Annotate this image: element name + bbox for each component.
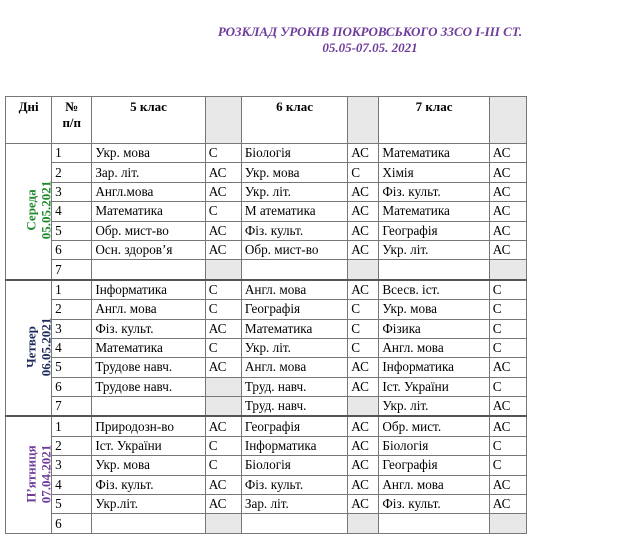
day-label — [23, 181, 53, 240]
lesson-number: 1 — [52, 280, 92, 300]
subject-class-5: Фіз. культ. — [92, 319, 205, 338]
subject-class-5: Обр. мист-во — [92, 221, 205, 240]
subject-class-6: Труд. навч. — [241, 397, 347, 417]
header-class-5: 5 клас — [92, 97, 205, 144]
schedule-row — [6, 280, 527, 300]
header-class-7: 7 клас — [379, 97, 489, 144]
subject-class-7: Хімія — [379, 163, 489, 182]
mode-class-6: АС — [348, 456, 379, 475]
lesson-number: 6 — [52, 240, 92, 259]
mode-class-7: С — [489, 300, 526, 319]
mode-class-7: С — [489, 456, 526, 475]
schedule-row — [6, 163, 527, 182]
schedule-row — [6, 436, 527, 455]
mode-class-6: С — [348, 300, 379, 319]
mode-class-7: АС — [489, 240, 526, 259]
lesson-number: 3 — [52, 319, 92, 338]
header-mode-7 — [489, 97, 526, 144]
schedule-row — [6, 260, 527, 280]
header-number-line2: п/п — [62, 115, 82, 130]
schedule-row — [6, 319, 527, 338]
schedule-row — [6, 456, 527, 475]
subject-class-5: Математика — [92, 338, 205, 357]
schedule-row — [6, 144, 527, 163]
subject-class-5 — [92, 514, 205, 533]
lesson-number: 4 — [52, 202, 92, 221]
mode-class-7: АС — [489, 163, 526, 182]
lesson-number: 5 — [52, 495, 92, 514]
subject-class-6: Обр. мист-во — [241, 240, 347, 259]
subject-class-5: Інформатика — [92, 280, 205, 300]
mode-class-7: АС — [489, 495, 526, 514]
subject-class-6: Труд. навч. — [241, 377, 347, 396]
lesson-number: 2 — [52, 163, 92, 182]
subject-class-7: Англ. мова — [379, 338, 489, 357]
subject-class-6: Географія — [241, 300, 347, 319]
schedule-row — [6, 182, 527, 201]
schedule-row — [6, 240, 527, 259]
day-name: П’ятниця — [23, 445, 39, 503]
mode-class-5 — [205, 397, 241, 417]
page-subtitle-dates: 05.05-07.05. 2021 — [322, 40, 418, 55]
schedule-row — [6, 338, 527, 357]
mode-class-6: АС — [348, 280, 379, 300]
schedule-row — [6, 377, 527, 396]
mode-class-7: АС — [489, 358, 526, 377]
mode-class-6: С — [348, 338, 379, 357]
mode-class-6: АС — [348, 358, 379, 377]
subject-class-7: Всесв. іст. — [379, 280, 489, 300]
mode-class-5: АС — [205, 358, 241, 377]
mode-class-7: АС — [489, 182, 526, 201]
subject-class-6: Біологія — [241, 144, 347, 163]
mode-class-6 — [348, 397, 379, 417]
mode-class-6 — [348, 514, 379, 533]
header-number — [52, 97, 92, 144]
subject-class-5: Фіз. культ. — [92, 475, 205, 494]
subject-class-5: Природозн-во — [92, 416, 205, 436]
day-label — [23, 445, 53, 504]
lesson-number: 6 — [52, 514, 92, 533]
lesson-number: 5 — [52, 358, 92, 377]
day-cell — [6, 280, 52, 417]
subject-class-5: Англ.мова — [92, 182, 205, 201]
subject-class-6: Англ. мова — [241, 358, 347, 377]
subject-class-5: Трудове навч. — [92, 377, 205, 396]
subject-class-7: Математика — [379, 202, 489, 221]
schedule-row — [6, 397, 527, 417]
subject-class-6 — [241, 514, 347, 533]
subject-class-5: Укр. мова — [92, 144, 205, 163]
mode-class-6: АС — [348, 416, 379, 436]
subject-class-5: Укр.літ. — [92, 495, 205, 514]
subject-class-7: Обр. мист. — [379, 416, 489, 436]
mode-class-7: АС — [489, 416, 526, 436]
mode-class-5: АС — [205, 163, 241, 182]
mode-class-7: АС — [489, 397, 526, 417]
subject-class-7: Англ. мова — [379, 475, 489, 494]
mode-class-5: АС — [205, 319, 241, 338]
mode-class-7: АС — [489, 475, 526, 494]
schedule-body — [6, 144, 527, 534]
lesson-number: 1 — [52, 416, 92, 436]
mode-class-6: АС — [348, 240, 379, 259]
subject-class-6: Фіз. культ. — [241, 475, 347, 494]
subject-class-5: Укр. мова — [92, 456, 205, 475]
subject-class-6: Біологія — [241, 456, 347, 475]
subject-class-6: Укр. мова — [241, 163, 347, 182]
lesson-number: 4 — [52, 475, 92, 494]
mode-class-6: С — [348, 319, 379, 338]
subject-class-6: М атематика — [241, 202, 347, 221]
mode-class-6: АС — [348, 377, 379, 396]
mode-class-7: С — [489, 436, 526, 455]
mode-class-5 — [205, 260, 241, 280]
mode-class-6: АС — [348, 182, 379, 201]
mode-class-5: С — [205, 300, 241, 319]
subject-class-7: Укр. літ. — [379, 397, 489, 417]
mode-class-7 — [489, 514, 526, 533]
mode-class-5: АС — [205, 240, 241, 259]
subject-class-6: Інформатика — [241, 436, 347, 455]
header-mode-6 — [348, 97, 379, 144]
mode-class-6 — [348, 260, 379, 280]
day-cell — [6, 144, 52, 280]
mode-class-6: С — [348, 163, 379, 182]
mode-class-6: АС — [348, 221, 379, 240]
schedule-row — [6, 514, 527, 533]
subject-class-7: Фіз. культ. — [379, 182, 489, 201]
day-name: Четвер — [23, 326, 39, 368]
mode-class-7 — [489, 260, 526, 280]
mode-class-5: С — [205, 456, 241, 475]
schedule-row — [6, 202, 527, 221]
subject-class-7: Укр. літ. — [379, 240, 489, 259]
subject-class-7: Фізика — [379, 319, 489, 338]
mode-class-5: С — [205, 280, 241, 300]
mode-class-5 — [205, 377, 241, 396]
schedule-row — [6, 416, 527, 436]
header-number-line1: № — [65, 99, 79, 114]
subject-class-5: Осн. здоров’я — [92, 240, 205, 259]
subject-class-6 — [241, 260, 347, 280]
schedule-row — [6, 358, 527, 377]
mode-class-5 — [205, 514, 241, 533]
lesson-number: 4 — [52, 338, 92, 357]
day-cell — [6, 416, 52, 533]
subject-class-7: Інформатика — [379, 358, 489, 377]
mode-class-6: АС — [348, 495, 379, 514]
day-date: 05.05.2021 — [38, 181, 54, 240]
mode-class-7: АС — [489, 144, 526, 163]
mode-class-7: С — [489, 377, 526, 396]
subject-class-7: Географія — [379, 456, 489, 475]
mode-class-5: С — [205, 202, 241, 221]
subject-class-5: Англ. мова — [92, 300, 205, 319]
lesson-number: 2 — [52, 300, 92, 319]
mode-class-5: АС — [205, 475, 241, 494]
schedule-row — [6, 475, 527, 494]
mode-class-5: С — [205, 144, 241, 163]
lesson-number: 1 — [52, 144, 92, 163]
subject-class-7: Укр. мова — [379, 300, 489, 319]
subject-class-6: Математика — [241, 319, 347, 338]
subject-class-5 — [92, 397, 205, 417]
header-row — [6, 97, 527, 144]
subject-class-6: Зар. літ. — [241, 495, 347, 514]
schedule-row — [6, 495, 527, 514]
subject-class-6: Англ. мова — [241, 280, 347, 300]
mode-class-7: С — [489, 280, 526, 300]
mode-class-6: АС — [348, 475, 379, 494]
subject-class-6: Укр. літ. — [241, 338, 347, 357]
mode-class-5: АС — [205, 495, 241, 514]
header-day: Дні — [6, 97, 52, 144]
subject-class-7: Географія — [379, 221, 489, 240]
day-date: 06.05.2021 — [38, 317, 54, 377]
subject-class-6: Географія — [241, 416, 347, 436]
mode-class-6: АС — [348, 144, 379, 163]
subject-class-7: Математика — [379, 144, 489, 163]
mode-class-5: АС — [205, 182, 241, 201]
subject-class-7: Іст. України — [379, 377, 489, 396]
mode-class-5: С — [205, 436, 241, 455]
lesson-number: 2 — [52, 436, 92, 455]
mode-class-7: С — [489, 319, 526, 338]
mode-class-5: АС — [205, 416, 241, 436]
schedule-row — [6, 221, 527, 240]
page-title: РОЗКЛАД УРОКІВ ПОКРОВСЬКОГО ЗЗСО І-ІІІ СТ. — [217, 24, 523, 39]
subject-class-6: Укр. літ. — [241, 182, 347, 201]
day-name: Середа — [23, 189, 39, 231]
mode-class-7: С — [489, 338, 526, 357]
header-mode-5 — [205, 97, 241, 144]
subject-class-6: Фіз. культ. — [241, 221, 347, 240]
mode-class-5: С — [205, 338, 241, 357]
mode-class-7: АС — [489, 202, 526, 221]
subject-class-5: Зар. літ. — [92, 163, 205, 182]
lesson-number: 3 — [52, 456, 92, 475]
lesson-number: 6 — [52, 377, 92, 396]
schedule-table — [5, 96, 527, 534]
header-class-6: 6 клас — [241, 97, 347, 144]
mode-class-6: АС — [348, 436, 379, 455]
subject-class-5 — [92, 260, 205, 280]
subject-class-7 — [379, 260, 489, 280]
subject-class-5: Іст. України — [92, 436, 205, 455]
lesson-number: 3 — [52, 182, 92, 201]
day-date: 07.04.2021 — [38, 444, 54, 504]
subject-class-7: Біологія — [379, 436, 489, 455]
mode-class-5: АС — [205, 221, 241, 240]
mode-class-6: АС — [348, 202, 379, 221]
subject-class-7: Фіз. культ. — [379, 495, 489, 514]
lesson-number: 5 — [52, 221, 92, 240]
subject-class-5: Математика — [92, 202, 205, 221]
schedule-row — [6, 300, 527, 319]
lesson-number: 7 — [52, 397, 92, 417]
mode-class-7: АС — [489, 221, 526, 240]
day-label — [23, 318, 53, 377]
subject-class-7 — [379, 514, 489, 533]
subject-class-5: Трудове навч. — [92, 358, 205, 377]
lesson-number: 7 — [52, 260, 92, 280]
